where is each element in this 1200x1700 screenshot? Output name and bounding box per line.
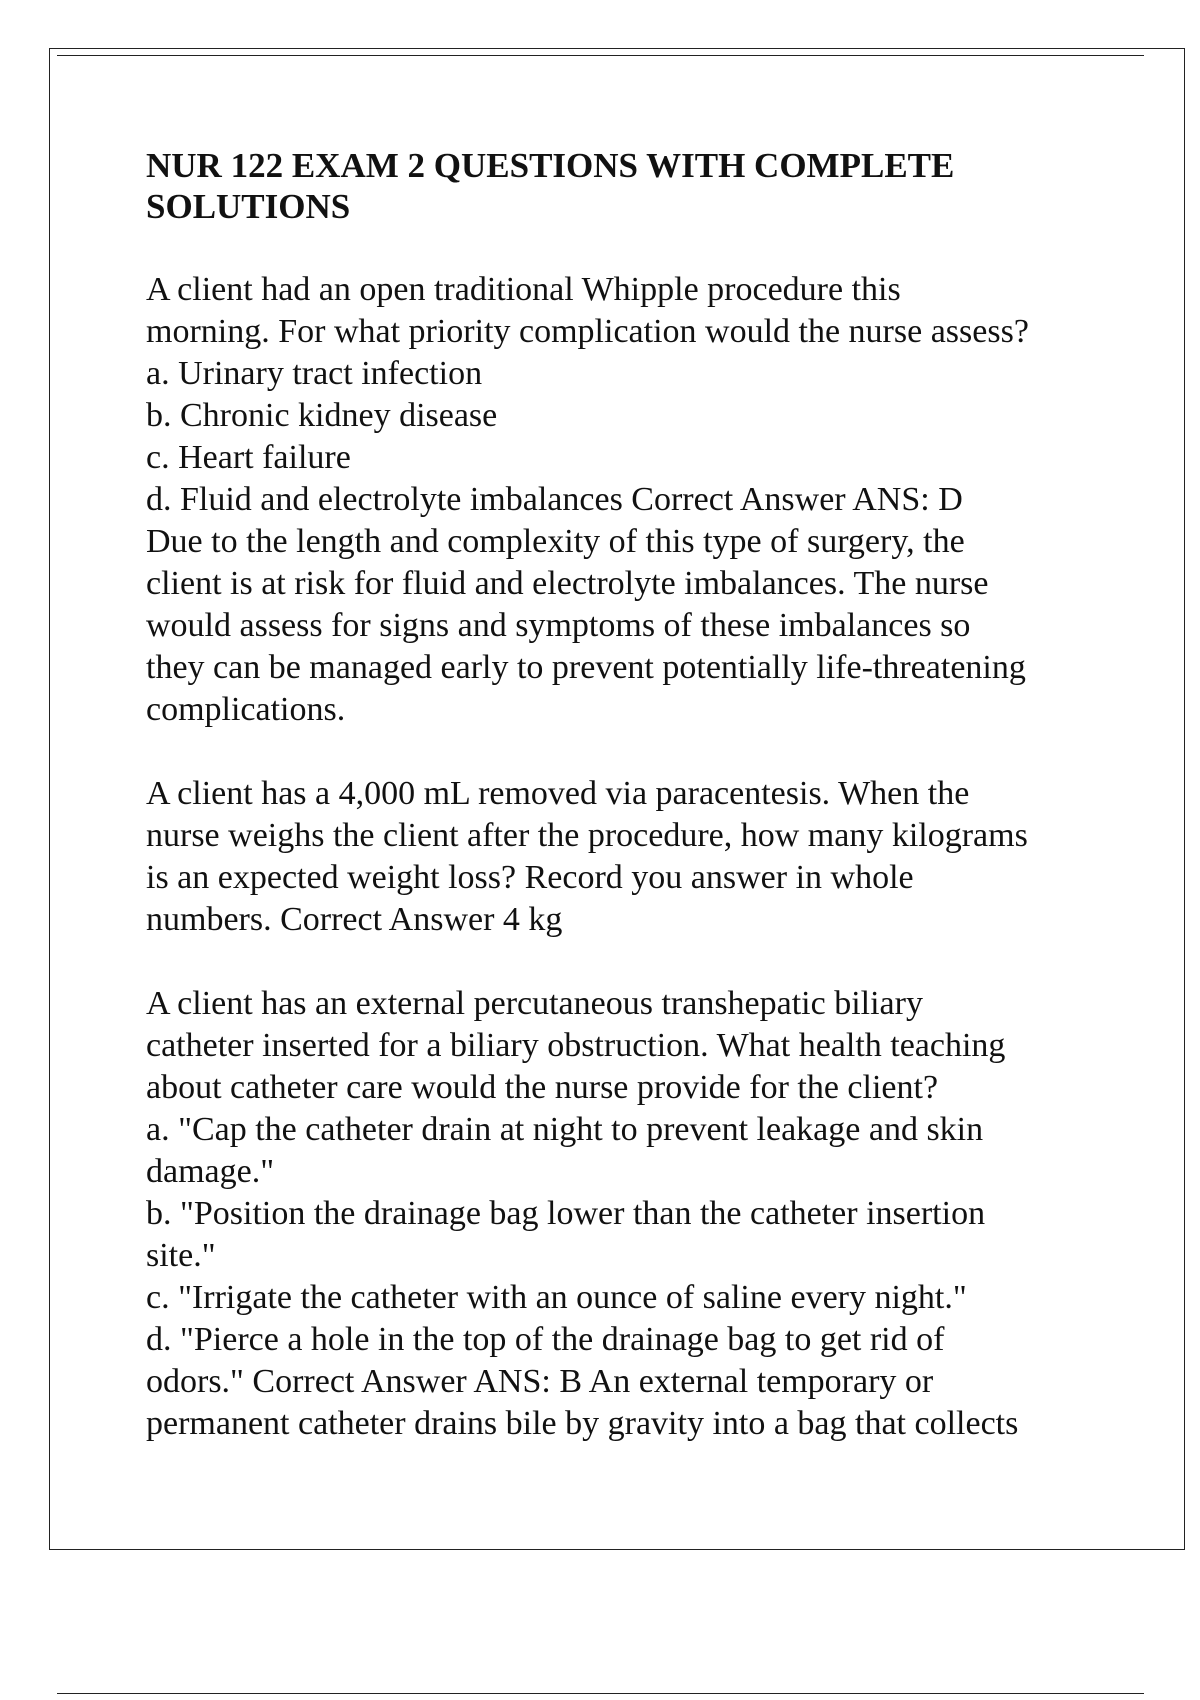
question-3-option-a: damage." — [146, 1153, 275, 1190]
document-title — [146, 145, 1106, 227]
question-3-option-b: site." — [146, 1237, 216, 1274]
question-3-line: A client has an external percutaneous transhepatic biliary — [146, 985, 923, 1022]
question-2-line: A client has a 4,000 mL removed via paracentesis. When the — [146, 775, 970, 812]
question-1-line: morning. For what priority complication would the nurse assess? — [146, 313, 1029, 350]
question-3 — [146, 983, 1106, 1445]
question-3-option-a: a. "Cap the catheter drain at night to prevent leakage and skin — [146, 1111, 984, 1148]
question-2-answer: numbers. Correct Answer 4 kg — [146, 901, 563, 938]
question-3-option-d-answer: odors." Correct Answer ANS: B An external temporary or — [146, 1363, 934, 1400]
question-3-line: catheter inserted for a biliary obstruction. What health teaching — [146, 1027, 1006, 1064]
question-1-rationale: Due to the length and complexity of this type of surgery, the — [146, 523, 965, 560]
question-3-option-d: d. "Pierce a hole in the top of the drainage bag to get rid of — [146, 1321, 945, 1358]
question-2-line: nurse weighs the client after the procedure, how many kilograms — [146, 817, 1028, 854]
title-line: SOLUTIONS — [146, 187, 351, 226]
question-1-option-a: a. Urinary tract infection — [146, 355, 483, 392]
frame-top-rule — [57, 55, 1144, 56]
question-1-option-d-answer: d. Fluid and electrolyte imbalances Correct Answer ANS: D — [146, 481, 963, 518]
question-1 — [146, 269, 1106, 731]
question-1-line: A client had an open traditional Whipple procedure this — [146, 271, 901, 308]
question-1-option-c: c. Heart failure — [146, 439, 351, 476]
question-3-rationale: permanent catheter drains bile by gravity into a bag that collects — [146, 1405, 1019, 1442]
document-content — [146, 145, 1106, 1445]
page-bottom-rule — [57, 1693, 1144, 1694]
question-3-option-b: b. "Position the drainage bag lower than the catheter insertion — [146, 1195, 986, 1232]
question-2 — [146, 773, 1106, 941]
question-2-line: is an expected weight loss? Record you answer in whole — [146, 859, 914, 896]
question-3-option-c: c. "Irrigate the catheter with an ounce of saline every night." — [146, 1279, 967, 1316]
question-1-option-b: b. Chronic kidney disease — [146, 397, 498, 434]
question-1-rationale: client is at risk for fluid and electrolyte imbalances. The nurse — [146, 565, 989, 602]
question-1-rationale: would assess for signs and symptoms of these imbalances so — [146, 607, 971, 644]
question-1-rationale: they can be managed early to prevent potentially life-threatening — [146, 649, 1026, 686]
title-line: NUR 122 EXAM 2 QUESTIONS WITH COMPLETE — [146, 146, 955, 185]
question-3-line: about catheter care would the nurse provide for the client? — [146, 1069, 939, 1106]
question-1-rationale: complications. — [146, 691, 346, 728]
